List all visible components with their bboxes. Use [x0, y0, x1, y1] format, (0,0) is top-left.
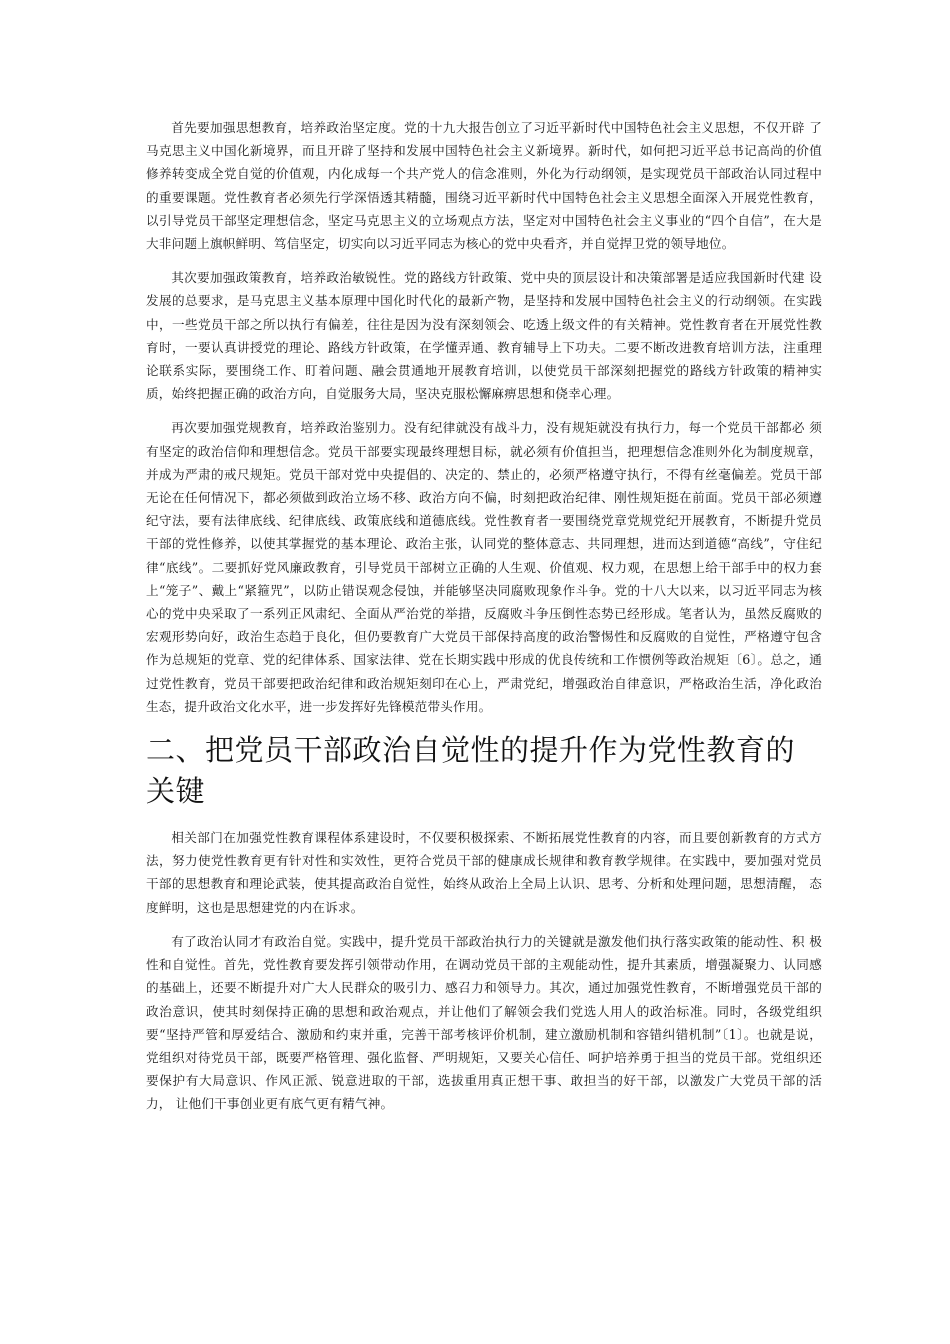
- section-heading-two: 二、把党员干部政治自觉性的提升作为党性教育的关键: [146, 733, 796, 809]
- paragraph-policy-education: 其次要加强政策教育，培养政治敏锐性。党的路线方针政策、党中央的顶层设计和决策部署是适应我国新时代建 设发展的总要求，是马克思主义基本原理中国化时代化的最新产物，是坚持和发展中国特色社会主义的行动纲领。在实践中，一些党员干部之所以执行有偏差，往往是因为没有深刻领会、吃透上级文件的有关精神。党性教育者在开展党性教育时，一要认真讲授党的理论、路线方针政策，在学懂弄通、教育辅导上下功夫。二要不断改进教育培训方法，注重理论联系实际，要围绕工作、盯着问题、融会贯通地开展教育培训，以使党员干部深刻把握党的路线方针政策的精神实 质，始终把握正确的政治方向，自觉服务大局，坚决克服松懈麻痹思想和侥幸心理。: [146, 270, 822, 402]
- paragraph-political-consciousness: 有了政治认同才有政治自觉。实践中，提升党员干部政治执行力的关键就是激发他们执行落实政策的能动性、积 极性和自觉性。首先，党性教育要发挥引领带动作用，在调动党员干部的主观能动性，提升其素质，增强凝聚力、认同感的基础上，还要不断提升对广大人民群众的吸引力、感召力和领导力。其次，通过加强党性教育，不断增强党员干部的政治意识，使其时刻保持正确的思想和政治观点，并让他们了解领会我们党选人用人的政治标准。同时，各级党组织要“坚持严管和厚爱结合、激励和约束并重，完善干部考核评价机制，建立激励机制和容错纠错机制”〔1〕。也就是说， 党组织对待党员干部，既要严格管理、强化监督、严明规矩，又要关心信任、呵护培养勇于担当的党员干部。党组织还 要保护有大局意识、作风正派、锐意进取的干部，选拔重用真正想干事、敢担当的好干部，以激发广大党员干部的活力， 让他们干事创业更有底气更有精气神。: [146, 933, 822, 1112]
- paragraph-party-rules-education: 再次要加强党规教育，培养政治鉴别力。没有纪律就没有战斗力，没有规矩就没有执行力，每一个党员干部都必 须有坚定的政治信仰和理想信念。党员干部要实现最终理想目标，就必须有价值担当，把理想信念准则外化为制度规章， 并成为严肃的戒尺规矩。党员干部对党中央提倡的、决定的、禁止的，必须严格遵守执行，不得有丝毫偏差。党员干部无论在任何情况下，都必须做到政治立场不移、政治方向不偏，时刻把政治纪律、刚性规矩挺在前面。党员干部必须遵纪守法，要有法律底线、纪律底线、政策底线和道德底线。党性教育者一要围绕党章党规党纪开展教育，不断提升党员干部的党性修养，以使其掌握党的基本理论、政治主张，认同党的整体意志、共同理想，进而达到道德“高线”，守住纪 律“底线”。二要抓好党风廉政教育，引导党员干部树立正确的人生观、价值观、权力观，在思想上给干部手中的权力套 上“笼子”、戴上“紧箍咒”，以防止错误观念侵蚀，并能够坚决同腐败现象作斗争。党的十八大以来，以习近平同志为核心的党中央采取了一系列正风肃纪、全面从严治党的举措，反腐败斗争压倒性态势已经形成。笔者认为，虽然反腐败的宏观形势向好，政治生态趋于良化，但仍要教育广大党员干部保持高度的政治警惕性和反腐败的自觉性，严格遵守包含作为总规矩的党章、党的纪律体系、国家法律、党在长期实践中形成的优良传统和工作惯例等政治规矩〔6〕。总之，通 过党性教育，党员干部要把政治纪律和政治规矩刻印在心上，严肃党纪，增强政治自律意识，严格政治生活，净化政治生态，提升政治文化水平，进一步发挥好先锋模范带头作用。: [146, 420, 822, 714]
- document-page: [146, 116, 822, 1127]
- paragraph-ideological-education: 首先要加强思想教育，培养政治坚定度。党的十九大报告创立了习近平新时代中国特色社会主义思想，不仅开辟 了马克思主义中国化新境界，而且开辟了坚持和发展中国特色社会主义新境界。新时代，如何把习近平总书记高尚的价值修养转变成全党自觉的价值观，内化成每一个共产党人的信念准则，外化为行动纲领，是实现党员干部政治认同过程中的重要课题。党性教育者必须先行学深悟透其精髓，围绕习近平新时代中国特色社会主义思想全面深入开展党性教育， 以引导党员干部坚定理想信念，坚定马克思主义的立场观点方法，坚定对中国特色社会主义事业的“四个自信”，在大是 大非问题上旗帜鲜明、笃信坚定，切实向以习近平同志为核心的党中央看齐，并自觉捍卫党的领导地位。: [146, 120, 822, 252]
- paragraph-course-system: 相关部门在加强党性教育课程体系建设时，不仅要积极探索、不断拓展党性教育的内容，而且要创新教育的方式方法，努力使党性教育更有针对性和实效性，更符合党员干部的健康成长规律和教育教学规律。在实践中，要加强对党员干部的思想教育和理论武装，使其提高政治自觉性，始终从政治上全局上认识、思考、分析和处理问题，思想清醒， 态度鲜明，这也是思想建党的内在诉求。: [146, 830, 822, 915]
